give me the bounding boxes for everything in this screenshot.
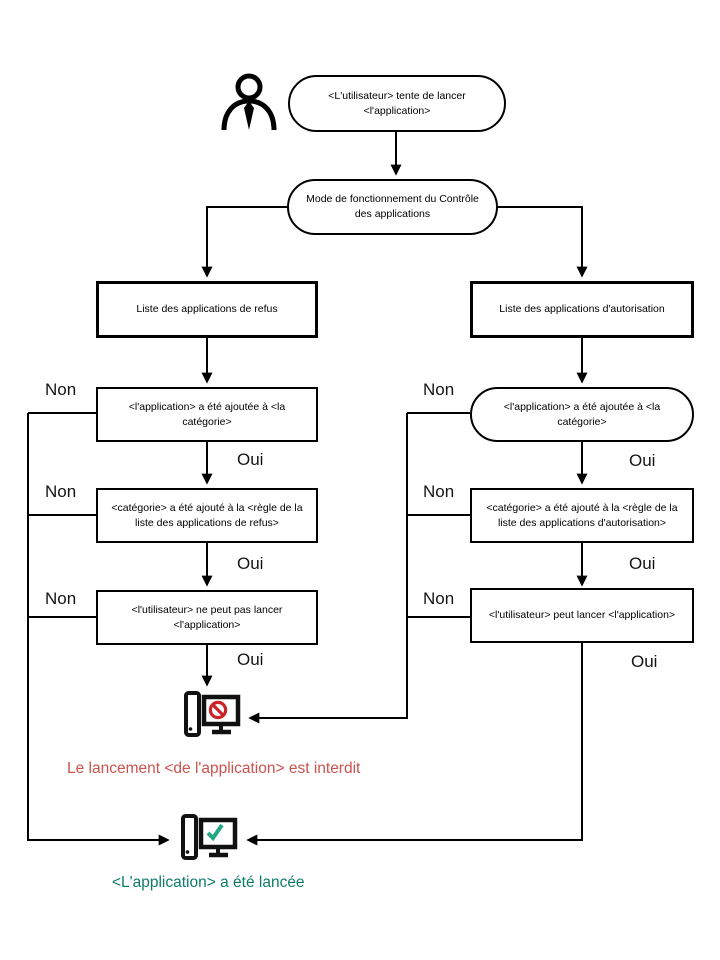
right-non-stubs xyxy=(407,413,470,617)
edge-mode-to-denylist xyxy=(207,207,287,276)
label-oui: Oui xyxy=(629,451,656,470)
denied-outcome-text: Le lancement <de l'application> est interdit xyxy=(67,760,361,777)
node-allow-rule-check: <catégorie> a été ajouté à la <règle de la liste des applications d'autorisation> xyxy=(470,488,694,543)
left-non-stubs xyxy=(28,413,96,617)
edge-mode-to-allowlist xyxy=(498,207,582,276)
label-non: Non xyxy=(45,380,77,399)
node-user-cannot-launch: <l'utilisateur> ne peut pas lancer <l'application> xyxy=(96,590,318,645)
node-deny-category-check: <l'application> a été ajoutée à <la catégorie> xyxy=(96,387,318,442)
label-non: Non xyxy=(423,482,455,501)
label-oui: Oui xyxy=(629,554,656,573)
label-non: Non xyxy=(423,380,455,399)
label-oui: Oui xyxy=(237,450,264,469)
label-oui: Oui xyxy=(237,650,264,669)
label-oui: Oui xyxy=(631,652,658,671)
edge-right-non-rail-to-denied-icon xyxy=(250,413,407,718)
label-non: Non xyxy=(45,589,77,608)
node-control-mode: Mode de fonctionnement du Contrôle des applications xyxy=(287,179,498,235)
node-allowlist: Liste des applications d'autorisation xyxy=(470,281,694,338)
node-user-tries-launch: <L'utilisateur> tente de lancer <l'application> xyxy=(288,75,506,132)
node-deny-rule-check: <catégorie> a été ajouté à la <règle de la liste des applications de refus> xyxy=(96,488,318,543)
edge-allowres-oui-to-launched-icon xyxy=(248,643,582,840)
label-non: Non xyxy=(45,482,77,501)
launched-outcome-text: <L'application> a été lancée xyxy=(112,874,305,891)
app-blocked-computer-icon xyxy=(183,690,241,742)
user-icon xyxy=(219,72,279,134)
label-oui: Oui xyxy=(237,554,264,573)
node-allow-category-check: <l'application> a été ajoutée à <la catégorie> xyxy=(470,387,694,442)
label-non: Non xyxy=(423,589,455,608)
app-launched-computer-icon xyxy=(180,813,238,865)
node-denylist: Liste des applications de refus xyxy=(96,281,318,338)
node-user-can-launch: <l'utilisateur> peut lancer <l'application> xyxy=(470,588,694,643)
